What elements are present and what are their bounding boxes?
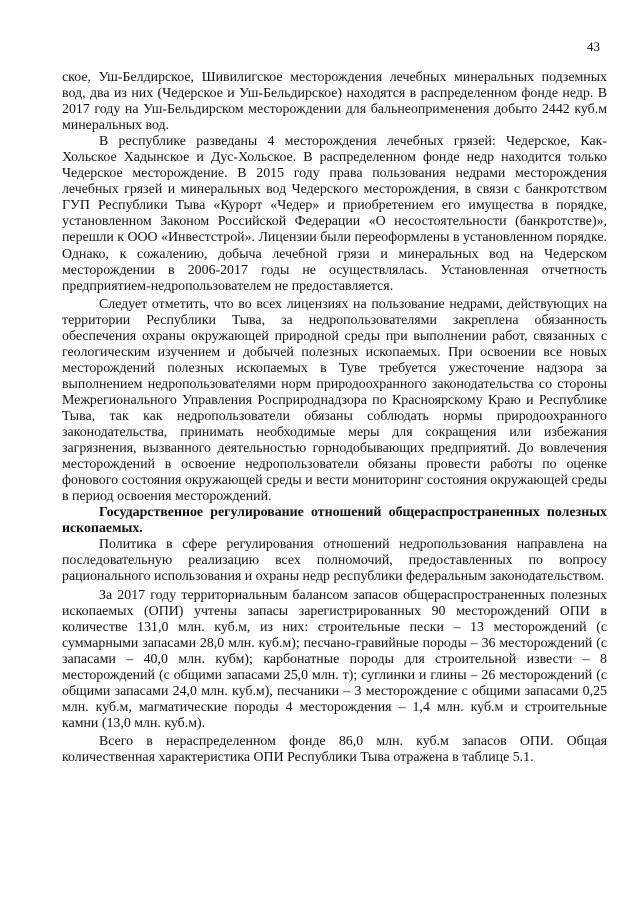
paragraph-opi-reserves: За 2017 году территориальным балансом запасов общераспространенных полезных ископаемых (ОПИ) учтены запасы зарегистрированных 90 месторождений ОПИ в количестве 131,0 млн. куб.м, из них: строительные пески – 13 месторождений (с суммарными запасами 28,0 млн. куб.м); песчано-гравийные породы – 36 месторождений (с запасами – 40,0 млн. кубм); карбонатные породы для строительной извести – 8 месторождений (с общими запасами 25,0 млн. т); суглинки и глины – 26 месторождений (с общими запасами 24,0 млн. куб.м), песчаники – 3 месторождение с общими запасами 0,25 млн. куб.м, магматические породы 4 месторождения – 1,4 млн. куб.м и строительные камни (13,0 млн. куб.м). (62, 587, 607, 731)
paragraph-therapeutic-muds: В республике разведаны 4 месторождения лечебных грязей: Чедерское, Как-Хольское Хадынское и Дус-Хольское. В распределенном фонде недр находится только Чедерское месторождение. В 2015 году права пользования недрами месторождения лечебных грязей и минеральных вод Чедерского месторождения, в связи с банкротством ГУП Республики Тыва «Курорт «Чедер» и приобретением его имущества в порядке, установленном Законом Российской Федерации «О несостоятельности (банкротстве)», перешли к ООО «Инвестстрой». Лицензии были переоформлены в установленном порядке. Однако, к сожалению, добыча лечебной грязи и минеральных вод на Чедерском месторождении в 2006-2017 годы не осуществлялась. Установленная отчетность предприятием-недропользователем не предоставляется. (62, 134, 607, 294)
paragraph-regulation-policy: Политика в сфере регулирования отношений недропользования направлена на последовательную реализацию всех полномочий, предоставленных по вопросу рационального использования и охраны недр республики федеральным законодательством. (62, 537, 607, 585)
paragraph-mineral-waters: ское, Уш-Белдирское, Шивилигское месторождения лечебных минеральных подземных вод, два из них (Чедерское и Уш-Бельдирское) находятся в распределенном фонде недр. В 2017 году на Уш-Бельдирском месторождении для бальнеоприменения добыто 2442 куб.м минеральных вод. (62, 70, 607, 134)
body-text (62, 70, 607, 766)
page-number: 43 (587, 39, 600, 54)
paragraph-license-obligations: Следует отметить, что во всех лицензиях на пользование недрами, действующих на территории Республики Тыва, за недропользователями закреплена обязанность обеспечения охраны окружающей природной среды при выполнении работ, связанных с геологическим изучением и добычей полезных ископаемых. При освоении все новых месторождений полезных ископаемых в Туве требуется ужесточение надзора за выполнением недропользователями норм природоохранного законодательства со стороны Межрегионального Управления Росприроднадзора по Красноярскому Краю и Республике Тыва, так как недропользователи обязаны соблюдать нормы природоохранного законодательства, принимать необходимые меры для сокращения или избежания загрязнения, вызванного деятельностью горнодобывающих предприятий. До вовлечения месторождений в освоение недропользователи обязаны провести работы по оценке фонового состояния окружающей среды и вести мониторинг состояния окружающей среды в период освоения месторождений. (62, 296, 607, 505)
section-heading: Государственное регулирование отношений общераспространенных полезных ископаемых. (62, 505, 607, 537)
paragraph-unallocated-fund: Всего в нераспределенном фонде 86,0 млн. куб.м запасов ОПИ. Общая количественная характеристика ОПИ Республики Тыва отражена в таблице 5.1. (62, 733, 607, 765)
